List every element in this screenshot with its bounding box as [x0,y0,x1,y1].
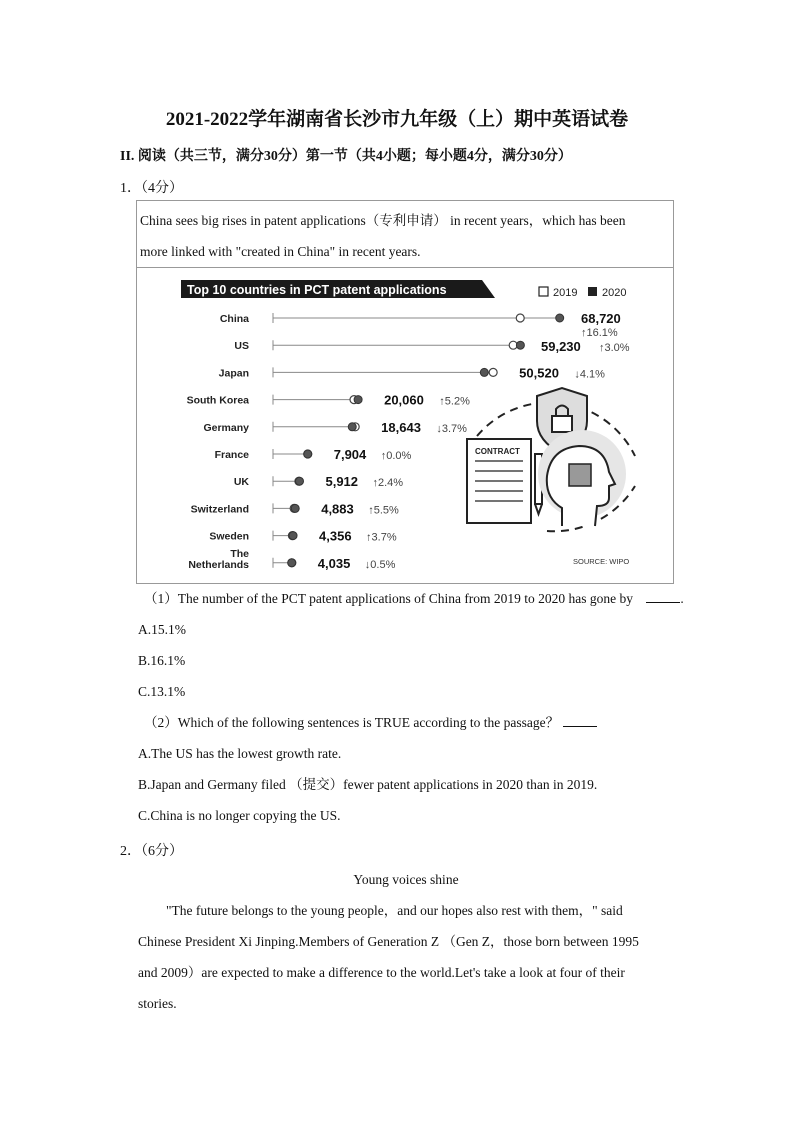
category-label-japan: Japan [218,367,249,380]
question-1-box [136,200,674,584]
category-label-the-netherlands-line1: The [230,547,249,560]
puzzle-icon [569,464,591,486]
value-label-france: 7,904 [333,447,367,462]
change-label-japan: ↓4.1% [574,368,605,381]
category-label-uk: UK [233,476,249,489]
legend-swatch-2019 [539,287,548,296]
legend-label-2019: 2019 [553,287,578,299]
value-label-germany: 18,643 [381,419,421,435]
option-2c[interactable]: C.China is no longer copying the US. [138,808,341,823]
patent-chart [177,276,647,576]
dot-2020-japan [480,368,488,376]
box-separator [137,267,673,268]
category-label-germany: Germany [203,421,249,434]
option-1a[interactable]: A.15.1% [138,622,186,637]
change-label-sweden: ↑3.7% [366,531,397,544]
value-label-south-korea: 20,060 [384,392,424,408]
sub-question-1 [144,583,684,614]
dot-2020-switzerland [291,504,299,512]
change-label-the-netherlands: ↓0.5% [364,558,396,571]
legend-label-2020: 2020 [602,287,627,299]
change-label-switzerland: ↑5.5% [368,504,399,517]
chart-title: Top 10 countries in PCT patent applications [187,283,447,297]
category-label-france: France [214,449,249,461]
dot-2020-sweden [289,532,297,540]
dot-2019-japan [489,368,497,376]
sub-question-1-end: . [680,591,684,606]
value-label-the-netherlands: 4,035 [317,555,351,571]
category-label-switzerland: Switzerland [190,503,249,516]
value-label-sweden: 4,356 [319,528,352,544]
value-label-japan: 50,520 [519,365,559,381]
passage-paragraph [138,895,674,1019]
dot-2020-germany [348,423,356,431]
para-line-2: Chinese President Xi Jinping.Members of Generation Z （Gen Z，those born between 1995 [138,934,639,949]
change-label-us: ↑3.0% [599,342,630,355]
option-1c[interactable]: C.13.1% [138,684,186,699]
question-2-number: 2．（6分） [120,844,183,859]
change-label-china: ↑16.1% [581,327,618,339]
question-1-number: 1．（4分） [120,181,183,196]
option-1b[interactable]: B.16.1% [138,653,186,668]
category-label-south-korea: South Korea [186,394,249,407]
answer-blank-1[interactable] [646,590,680,603]
dot-2020-france [304,450,312,458]
dot-2019-china [516,314,524,322]
box-text-line-2: more linked with "created in China" in recent years. [140,244,421,259]
box-intro-text [140,205,670,267]
category-label-sweden: Sweden [209,530,249,543]
change-label-south-korea: ↑5.2% [439,395,470,408]
option-2b[interactable]: B.Japan and Germany filed （提交）fewer patent applications in 2020 than in 2019. [138,777,598,792]
dot-2020-uk [295,477,303,485]
contract-label: CONTRACT [475,447,520,456]
dot-2020-the-netherlands [288,559,296,567]
change-label-france: ↑0.0% [380,450,412,462]
category-label-us: US [234,340,249,353]
sub-question-2-text: （2）Which of the following sentences is TRUE according to the passage？ [144,715,560,730]
page-title: 2021-2022学年湖南省长沙市九年级（上）期中英语试卷 [165,109,629,130]
dot-2020-china [556,314,564,322]
legend-swatch-2020 [588,287,597,296]
para-line-1: "The future belongs to the young people，and our hopes also rest with them，" said [166,903,623,918]
dot-2020-south-korea [354,396,362,404]
value-label-china: 68,720 [581,311,621,326]
sub-question-2 [144,707,597,738]
para-line-4: stories. [138,996,177,1011]
para-line-3: and 2009）are expected to make a difference to the world.Let's take a look at four of their [138,965,625,980]
sub-question-1-text: （1）The number of the PCT patent applications of China from 2019 to 2020 has gone by [144,591,634,606]
option-2a[interactable]: A.The US has the lowest growth rate. [138,746,342,761]
category-label-china: China [219,313,249,325]
section-heading: II. 阅读（共三节，满分30分）第一节（共4小题；每小题4分，满分30分） [120,149,572,164]
change-label-uk: ↑2.4% [372,477,404,490]
dot-2020-us [516,341,524,349]
chart-source: SOURCE: WIPO [573,557,630,566]
illustration [467,388,635,531]
change-label-germany: ↓3.7% [436,422,467,435]
value-label-switzerland: 4,883 [321,501,354,517]
answer-blank-2[interactable] [563,714,597,727]
box-text-line-1: China sees big rises in patent applications（专利申请） in recent years，which has been [140,213,626,228]
passage-heading: Young voices shine [353,872,459,887]
lock-icon [552,416,572,432]
category-label-the-netherlands-line2: Netherlands [188,558,249,571]
value-label-us: 59,230 [541,339,581,355]
value-label-uk: 5,912 [325,474,359,490]
